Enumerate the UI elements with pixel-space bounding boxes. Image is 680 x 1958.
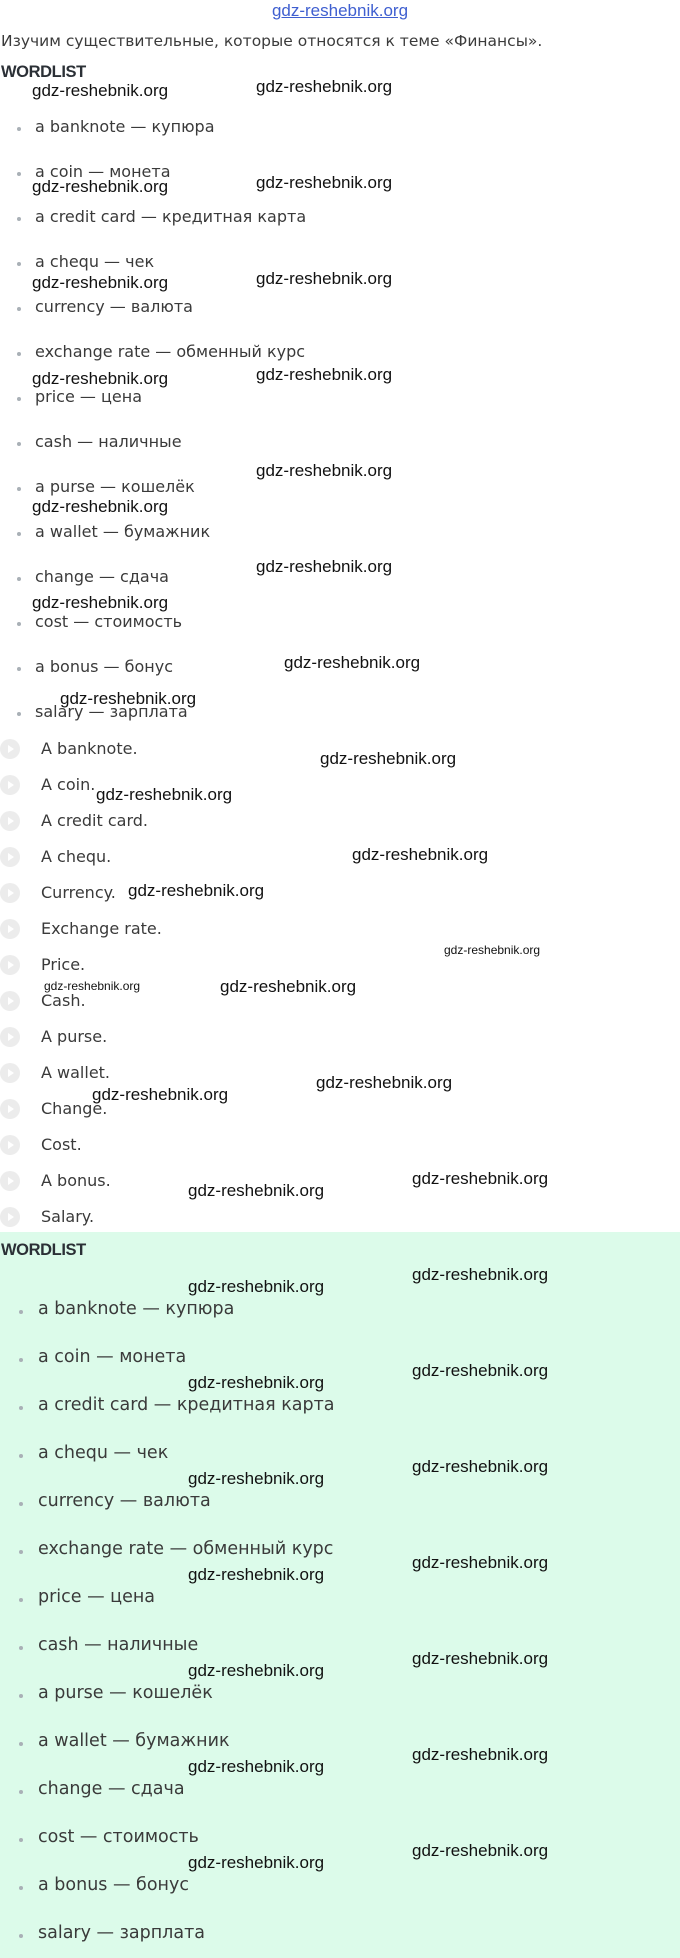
- bullet-icon: [17, 487, 21, 491]
- list-item: a coin — монета: [38, 1347, 187, 1367]
- bullet-icon: [17, 712, 21, 716]
- watermark: gdz-reshebnik.org: [412, 1457, 549, 1476]
- list-item: a wallet — бумажник: [35, 522, 211, 541]
- watermark: gdz-reshebnik.org: [188, 1469, 325, 1488]
- audio-label: A wallet.: [41, 1063, 111, 1082]
- bullet-icon: [19, 1838, 23, 1842]
- watermark: gdz-reshebnik.org: [412, 1169, 549, 1188]
- list-item: a bonus — бонус: [35, 657, 174, 676]
- bullet-icon: [19, 1502, 23, 1506]
- play-icon[interactable]: [0, 847, 20, 867]
- watermark: gdz-reshebnik.org: [32, 369, 169, 388]
- bullet-icon: [17, 442, 21, 446]
- watermark: gdz-reshebnik.org: [128, 881, 265, 900]
- list-item: exchange rate — обменный курс: [35, 342, 306, 361]
- watermark: gdz-reshebnik.org: [320, 749, 457, 768]
- watermark: gdz-reshebnik.org: [188, 1661, 325, 1680]
- play-icon[interactable]: [0, 739, 20, 759]
- watermark: gdz-reshebnik.org: [32, 497, 169, 516]
- list-item: a purse — кошелёк: [35, 477, 195, 496]
- list-item: price — цена: [38, 1587, 156, 1607]
- bullet-icon: [19, 1646, 23, 1650]
- play-icon[interactable]: [0, 1099, 20, 1119]
- play-icon[interactable]: [0, 1135, 20, 1155]
- play-icon[interactable]: [0, 1207, 20, 1227]
- audio-label: A banknote.: [41, 739, 138, 758]
- bullet-icon: [19, 1310, 23, 1314]
- list-item: cash — наличные: [38, 1635, 199, 1655]
- bullet-icon: [17, 262, 21, 266]
- watermark: gdz-reshebnik.org: [188, 1757, 325, 1776]
- watermark: gdz-reshebnik.org: [60, 689, 197, 708]
- watermark: gdz-reshebnik.org: [32, 593, 169, 612]
- list-item: currency — валюта: [38, 1491, 211, 1511]
- watermark: gdz-reshebnik.org: [256, 461, 393, 480]
- play-icon[interactable]: [0, 1063, 20, 1083]
- list-item: exchange rate — обменный курс: [38, 1539, 334, 1559]
- bullet-icon: [19, 1454, 23, 1458]
- bullet-icon: [17, 127, 21, 131]
- list-item: a chequ — чек: [38, 1443, 169, 1463]
- list-item: a banknote — купюра: [35, 117, 215, 136]
- watermark: gdz-reshebnik.org: [188, 1565, 325, 1584]
- bullet-icon: [17, 622, 21, 626]
- bullet-icon: [17, 532, 21, 536]
- intro-text: Изучим существительные, которые относятся к теме «Финансы».: [1, 32, 543, 50]
- audio-label: Currency.: [41, 883, 116, 902]
- watermark: gdz-reshebnik.org: [92, 1085, 229, 1104]
- bullet-icon: [17, 667, 21, 671]
- watermark: gdz-reshebnik.org: [188, 1277, 325, 1296]
- play-icon[interactable]: [0, 1171, 20, 1191]
- list-item: change — сдача: [38, 1779, 185, 1799]
- watermark: gdz-reshebnik.org: [32, 273, 169, 292]
- audio-label: Price.: [41, 955, 86, 974]
- bullet-icon: [19, 1694, 23, 1698]
- wordlist-title: WORDLIST: [1, 1241, 86, 1259]
- watermark: gdz-reshebnik.org: [188, 1853, 325, 1872]
- list-item: cash — наличные: [35, 432, 182, 451]
- wordlist-title: WORDLIST: [1, 63, 86, 81]
- site-link[interactable]: gdz-reshebnik.org: [271, 1, 409, 20]
- watermark: gdz-reshebnik.org: [256, 173, 393, 192]
- play-icon[interactable]: [0, 991, 20, 1011]
- audio-label: A coin.: [41, 775, 96, 794]
- watermark: gdz-reshebnik.org: [256, 557, 393, 576]
- audio-label: A purse.: [41, 1027, 108, 1046]
- bullet-icon: [19, 1886, 23, 1890]
- watermark: gdz-reshebnik.org: [284, 653, 421, 672]
- list-item: a coin — монета: [35, 162, 171, 181]
- bullet-icon: [17, 577, 21, 581]
- watermark: gdz-reshebnik.org: [412, 1361, 549, 1380]
- list-item: cost — стоимость: [35, 612, 183, 631]
- watermark: gdz-reshebnik.org: [444, 943, 541, 957]
- play-icon[interactable]: [0, 883, 20, 903]
- watermark: gdz-reshebnik.org: [220, 977, 357, 996]
- list-item: a banknote — купюра: [38, 1299, 235, 1319]
- play-icon[interactable]: [0, 955, 20, 975]
- bullet-icon: [19, 1742, 23, 1746]
- watermark: gdz-reshebnik.org: [412, 1265, 549, 1284]
- watermark: gdz-reshebnik.org: [412, 1841, 549, 1860]
- bullet-icon: [19, 1406, 23, 1410]
- watermark: gdz-reshebnik.org: [32, 81, 169, 100]
- watermark: gdz-reshebnik.org: [412, 1553, 549, 1572]
- watermark: gdz-reshebnik.org: [188, 1181, 325, 1200]
- bullet-icon: [17, 397, 21, 401]
- audio-label: Change.: [41, 1099, 108, 1118]
- bullet-icon: [19, 1358, 23, 1362]
- audio-label: A bonus.: [41, 1171, 111, 1190]
- watermark: gdz-reshebnik.org: [412, 1745, 549, 1764]
- watermark: gdz-reshebnik.org: [256, 269, 393, 288]
- watermark: gdz-reshebnik.org: [412, 1649, 549, 1668]
- bullet-icon: [17, 352, 21, 356]
- play-icon[interactable]: [0, 775, 20, 795]
- list-item: salary — зарплата: [38, 1923, 206, 1943]
- watermark: gdz-reshebnik.org: [188, 1373, 325, 1392]
- watermark: gdz-reshebnik.org: [352, 845, 489, 864]
- audio-label: Cost.: [41, 1135, 82, 1154]
- list-item: salary — зарплата: [35, 702, 188, 721]
- list-item: a credit card — кредитная карта: [35, 207, 307, 226]
- watermark: gdz-reshebnik.org: [256, 365, 393, 384]
- list-item: a purse — кошелёк: [38, 1683, 213, 1703]
- audio-label: A chequ.: [41, 847, 112, 866]
- list-item: change — сдача: [35, 567, 169, 586]
- watermark: gdz-reshebnik.org: [96, 785, 233, 804]
- list-item: cost — стоимость: [38, 1827, 199, 1847]
- watermark: gdz-reshebnik.org: [32, 177, 169, 196]
- audio-label: A credit card.: [41, 811, 148, 830]
- list-item: price — цена: [35, 387, 142, 406]
- bullet-icon: [19, 1934, 23, 1938]
- list-item: a wallet — бумажник: [38, 1731, 230, 1751]
- play-icon[interactable]: [0, 1027, 20, 1047]
- watermark: gdz-reshebnik.org: [256, 77, 393, 96]
- audio-label: Cash.: [41, 991, 86, 1010]
- audio-label: Exchange rate.: [41, 919, 162, 938]
- play-icon[interactable]: [0, 811, 20, 831]
- bullet-icon: [19, 1550, 23, 1554]
- watermark: gdz-reshebnik.org: [44, 979, 141, 993]
- play-icon[interactable]: [0, 919, 20, 939]
- bullet-icon: [17, 217, 21, 221]
- watermark: gdz-reshebnik.org: [316, 1073, 453, 1092]
- list-item: a bonus — бонус: [38, 1875, 189, 1895]
- list-item: currency — валюта: [35, 297, 193, 316]
- list-item: a credit card — кредитная карта: [38, 1395, 335, 1415]
- audio-label: Salary.: [41, 1207, 95, 1226]
- list-item: a chequ — чек: [35, 252, 155, 271]
- bullet-icon: [19, 1598, 23, 1602]
- bullet-icon: [17, 307, 21, 311]
- bullet-icon: [17, 172, 21, 176]
- bullet-icon: [19, 1790, 23, 1794]
